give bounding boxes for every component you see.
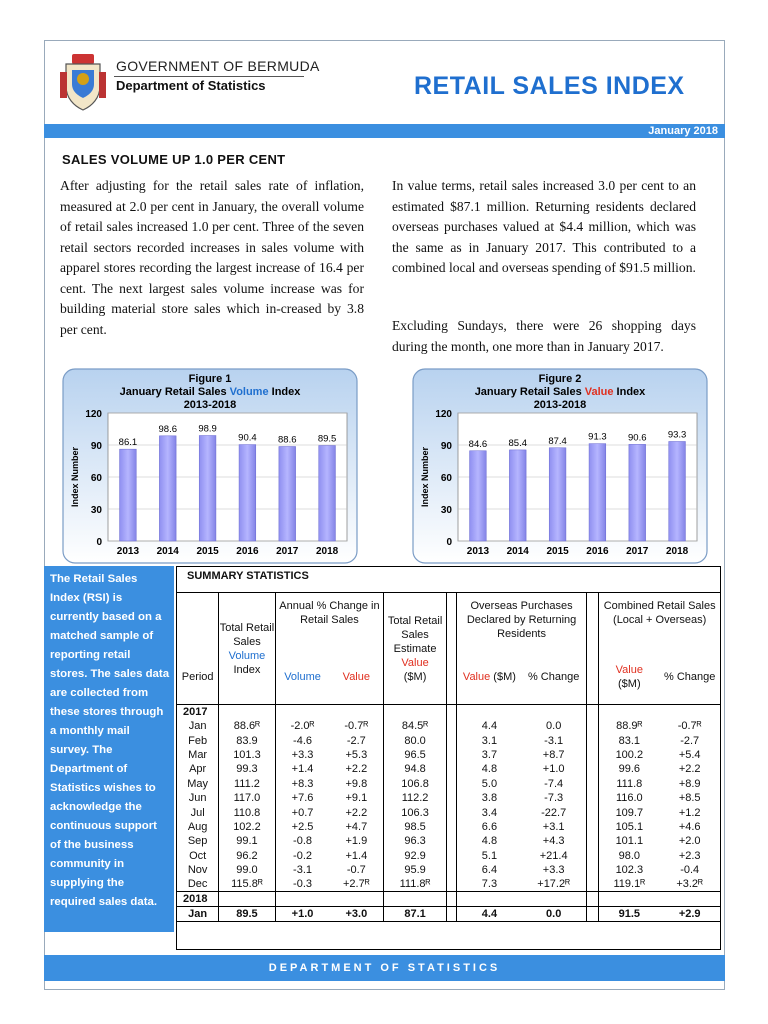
table-cell: +2.5 — [275, 820, 329, 834]
bar — [319, 446, 336, 541]
data-label: 93.3 — [667, 429, 687, 441]
table-row — [177, 877, 720, 892]
table-cell: Jul — [190, 806, 205, 819]
table-cell: 6.6 — [481, 820, 498, 833]
table-cell: 3.7 — [481, 748, 498, 761]
government-name: GOVERNMENT OF BERMUDA — [116, 58, 320, 74]
x-tick-label: 2014 — [506, 546, 529, 557]
report-title: RETAIL SALES INDEX — [414, 72, 685, 100]
table-cell: +4.7 — [345, 820, 368, 833]
table-cell: +17.2ᴿ — [537, 878, 571, 891]
table-row — [177, 762, 720, 776]
table-cell: +0.7 — [275, 805, 329, 819]
year-row-2017 — [177, 705, 720, 720]
table-cell: 94.8 — [384, 762, 447, 776]
table-cell: 102.3 — [615, 864, 644, 877]
table-cell: 106.8 — [384, 777, 447, 791]
table-row — [177, 777, 720, 791]
table-row — [177, 805, 720, 819]
bar — [549, 448, 566, 541]
table-cell: +1.0 — [275, 907, 329, 922]
data-label: 91.3 — [588, 431, 607, 443]
table-cell: 3.1 — [481, 734, 498, 747]
table-cell: 4.8 — [481, 763, 498, 776]
header-combined-value: Value ($M) — [615, 664, 643, 691]
chart-title-figure: Figure 1 — [188, 373, 232, 385]
summary-title: SUMMARY STATISTICS — [187, 570, 309, 582]
table-cell: 83.1 — [618, 734, 641, 747]
table-cell: May — [187, 777, 209, 790]
bar — [279, 446, 296, 541]
table-row — [177, 863, 720, 877]
table-row — [177, 733, 720, 747]
data-label: 84.6 — [468, 438, 488, 450]
table-cell: 111.2 — [219, 777, 275, 791]
table-cell: Jun — [188, 792, 207, 805]
table-cell: 100.2 — [615, 748, 644, 761]
bar — [120, 449, 137, 541]
table-cell: 109.7 — [615, 806, 644, 819]
table-cell: +1.4 — [345, 849, 368, 862]
table-row — [177, 719, 720, 733]
table-cell: 96.2 — [219, 849, 275, 863]
table-cell: +9.8 — [345, 777, 368, 790]
paragraph-shopping-days: Excluding Sundays, there were 26 shopping days during the month, one more than in January 2017. — [392, 318, 696, 354]
y-tick-label: 0 — [96, 537, 102, 548]
table-cell: +4.6 — [678, 820, 701, 833]
table-cell: -3.1 — [544, 734, 564, 747]
table-cell: Feb — [188, 734, 208, 747]
bermuda-coat-of-arms-logo — [60, 52, 106, 114]
table-cell: +4.3 — [542, 835, 565, 848]
table-cell: 4.8 — [481, 835, 498, 848]
header-volume: Volume — [275, 651, 329, 705]
table-cell: Sep — [187, 835, 208, 848]
x-tick-label: 2015 — [546, 546, 569, 557]
bar — [159, 436, 176, 541]
table-cell: 88.9ᴿ — [616, 720, 643, 733]
table-row — [177, 791, 720, 805]
table-cell: Dec — [187, 878, 208, 891]
table-cell: +5.4 — [678, 748, 701, 761]
table-cell: +1.9 — [345, 835, 368, 848]
table-cell: +3.3 — [542, 864, 565, 877]
data-label: 98.9 — [198, 423, 217, 435]
table-cell: 99.1 — [219, 834, 275, 848]
table-cell: -7.4 — [544, 777, 564, 790]
table-cell: 117.0 — [219, 791, 275, 805]
table-cell: 111.8 — [616, 777, 643, 790]
data-label: 90.4 — [238, 432, 257, 444]
y-tick-label: 120 — [85, 409, 102, 420]
table-cell: 116.0 — [615, 792, 643, 805]
table-cell: Mar — [188, 748, 208, 761]
table-cell: 5.0 — [481, 777, 498, 790]
table-cell: -0.4 — [680, 864, 700, 877]
table-cell: 99.3 — [219, 762, 275, 776]
y-tick-label: 90 — [90, 441, 102, 452]
report-date: January 2018 — [648, 125, 718, 137]
chart-title-part: Index — [268, 386, 301, 398]
y-tick-label: 0 — [446, 537, 452, 548]
table-cell: 6.4 — [481, 864, 498, 877]
headline: SALES VOLUME UP 1.0 PER CENT — [62, 152, 286, 167]
table-cell: +2.2 — [678, 763, 701, 776]
table-cell: 84.5ᴿ — [384, 719, 447, 733]
table-cell: 112.2 — [384, 791, 447, 805]
table-row — [177, 748, 720, 762]
table-cell: 98.0 — [618, 849, 641, 862]
data-label: 86.1 — [118, 437, 138, 449]
header-annual-change: Annual % Change in Retail Sales — [275, 593, 384, 651]
year-label: 2018 — [183, 893, 208, 906]
table-cell: 110.8 — [219, 805, 275, 819]
header-combined-change: % Change — [663, 671, 716, 684]
table-cell: 83.9 — [219, 733, 275, 747]
table-cell: -0.3 — [275, 877, 329, 892]
table-cell: +3.0 — [345, 908, 368, 921]
table-cell: +5.3 — [345, 748, 368, 761]
table-cell: +8.5 — [678, 792, 701, 805]
y-tick-label: 30 — [90, 505, 102, 516]
summary-table-body — [177, 705, 720, 922]
table-cell: +21.4 — [539, 849, 568, 862]
header-overseas-purchases: Overseas Purchases Declared by Returning Residents — [457, 593, 586, 651]
table-cell: +8.9 — [678, 777, 701, 790]
table-cell: -3.1 — [275, 863, 329, 877]
chart-title-years: 2013-2018 — [183, 399, 237, 411]
header-overseas-change: % Change — [527, 671, 580, 684]
y-tick-label: 60 — [90, 473, 102, 484]
table-cell: Apr — [189, 763, 207, 776]
table-cell: Jan — [188, 720, 207, 733]
figure-2-value-chart — [412, 368, 708, 564]
paragraph-volume: After adjusting for the retail sales rate of inflation, measured at 2.0 per cent in January, the overall volume of retail sales increased 1.0 per cent. Three of the seven retail sectors recorded increases in sales volume with apparel stores recording the largest increase of 16.4 per cent. The next largest sales volume increase was for building material store sales which in-creased by 3.8 per cent. — [60, 178, 364, 337]
table-row — [177, 820, 720, 834]
table-cell: 98.5 — [384, 820, 447, 834]
figure-1-volume-chart — [62, 368, 358, 564]
footer-bar: DEPARTMENT OF STATISTICS — [44, 955, 725, 981]
table-cell: +2.7ᴿ — [342, 878, 370, 891]
department-name: Department of Statistics — [116, 78, 266, 93]
table-cell: 99.0 — [219, 863, 275, 877]
table-cell: +7.6 — [275, 791, 329, 805]
table-cell: Oct — [189, 849, 207, 862]
date-bar — [44, 124, 725, 138]
table-cell: +8.3 — [275, 777, 329, 791]
year-label: 2017 — [183, 706, 208, 718]
chart-title-part: January Retail Sales — [474, 386, 585, 398]
y-tick-label: 120 — [435, 409, 452, 420]
table-cell: -0.7 — [346, 864, 366, 877]
summary-statistics-panel — [176, 566, 721, 950]
table-cell: -0.7ᴿ — [677, 720, 702, 733]
table-cell: +3.2ᴿ — [676, 878, 704, 891]
x-tick-label: 2018 — [665, 546, 689, 557]
table-cell: 101.3 — [219, 748, 275, 762]
bar — [669, 441, 686, 541]
table-cell: 4.4 — [481, 908, 498, 921]
chart-title — [120, 386, 302, 398]
x-tick-label: 2013 — [116, 546, 140, 557]
header-value: Value — [342, 671, 370, 684]
table-cell: Nov — [187, 864, 208, 877]
year-row-2018 — [177, 892, 720, 907]
chart-title-figure: Figure 2 — [538, 373, 582, 385]
table-cell: 80.0 — [384, 733, 447, 747]
bar — [470, 451, 487, 541]
x-tick-label: 2016 — [236, 546, 259, 557]
table-cell: +9.1 — [345, 792, 368, 805]
table-cell: 105.1 — [615, 820, 644, 833]
y-axis-label: Index Number — [70, 446, 80, 508]
x-tick-label: 2013 — [466, 546, 490, 557]
table-cell: 88.6ᴿ — [219, 719, 275, 733]
table-cell: -2.7 — [346, 734, 366, 747]
table-cell: 95.9 — [384, 863, 447, 877]
table-cell: +3.3 — [275, 748, 329, 762]
chart-title-highlight: Volume — [229, 386, 269, 398]
data-label: 98.6 — [158, 423, 177, 435]
y-tick-label: 60 — [440, 473, 452, 484]
table-cell: -2.7 — [680, 734, 700, 747]
x-tick-label: 2016 — [586, 546, 609, 557]
table-cell: +2.0 — [678, 835, 701, 848]
table-cell: -2.0ᴿ — [275, 719, 329, 733]
table-cell: +2.2 — [345, 763, 368, 776]
chart-title-highlight: Value — [584, 386, 614, 398]
table-cell: 99.6 — [618, 763, 641, 776]
bar — [199, 436, 216, 541]
table-cell: -0.2 — [275, 849, 329, 863]
bar — [589, 444, 606, 541]
chart-title-part: Index — [613, 386, 646, 398]
table-cell: -4.6 — [275, 733, 329, 747]
table-row — [177, 907, 720, 922]
x-tick-label: 2017 — [276, 546, 299, 557]
y-axis-label: Index Number — [420, 446, 430, 508]
table-cell: 0.0 — [546, 908, 562, 921]
table-cell: -0.7ᴿ — [344, 720, 369, 733]
chart-title-part: January Retail Sales — [119, 386, 230, 398]
summary-table — [177, 592, 720, 922]
table-cell: 7.3 — [481, 878, 498, 891]
table-cell: 101.1 — [615, 835, 644, 848]
header-overseas-value: Value ($M) — [462, 671, 516, 684]
table-cell: +3.1 — [542, 820, 565, 833]
table-cell: 4.4 — [481, 720, 498, 733]
table-cell: 5.1 — [481, 849, 498, 862]
x-tick-label: 2014 — [156, 546, 179, 557]
table-cell: +2.2 — [345, 806, 368, 819]
bar — [239, 445, 256, 541]
table-cell: 3.4 — [481, 806, 498, 819]
paragraph-value: In value terms, retail sales increased 3.0 per cent to an estimated $87.1 million. Returning residents declared overseas purchases valued at $4.4 million, which was the same as in January 2017. This contributed to a combined local and overseas spending of $91.5 million. — [392, 178, 696, 275]
header-total-retail-sales: Total Retail Sales Volume Index — [219, 593, 275, 705]
table-cell: 96.5 — [384, 748, 447, 762]
bar — [509, 450, 526, 541]
x-tick-label: 2017 — [626, 546, 649, 557]
y-tick-label: 90 — [440, 441, 452, 452]
table-cell: 87.1 — [384, 907, 447, 922]
table-cell: +1.4 — [275, 762, 329, 776]
table-cell: 102.2 — [219, 820, 275, 834]
header-combined-sales: Combined Retail Sales (Local + Overseas) — [599, 593, 720, 651]
table-cell: Aug — [187, 820, 208, 833]
table-cell: +2.9 — [678, 908, 701, 921]
data-label: 85.4 — [508, 437, 527, 449]
table-cell: 3.8 — [481, 792, 498, 805]
table-cell: +2.3 — [678, 849, 701, 862]
chart-title-years: 2013-2018 — [533, 399, 587, 411]
table-cell: +8.7 — [542, 748, 565, 761]
table-cell: Jan — [188, 908, 208, 921]
table-cell: 0.0 — [546, 720, 562, 733]
table-cell: 91.5 — [618, 908, 641, 921]
x-tick-label: 2015 — [196, 546, 219, 557]
table-cell: 92.9 — [384, 849, 447, 863]
x-tick-label: 2018 — [315, 546, 339, 557]
table-cell: 106.3 — [384, 805, 447, 819]
chart-title — [475, 386, 646, 398]
header-rule — [114, 76, 304, 77]
header-total-estimate: Total Retail Sales Estimate Value ($M) — [384, 593, 447, 705]
table-cell: -0.8 — [275, 834, 329, 848]
header-period: Period — [181, 671, 214, 684]
table-cell: -22.7 — [541, 806, 567, 819]
rsi-info-sidebar: The Retail Sales Index (RSI) is currently based on a matched sample of reporting retail stores. The sales data are collected from these stores through a monthly mail survey. The Department of Statistics wishes to acknowledge the continuous support of the business community in supplying the required sales data. — [44, 566, 174, 932]
data-label: 89.5 — [317, 433, 337, 445]
table-cell: 111.8ᴿ — [384, 877, 447, 892]
table-cell: +1.2 — [678, 806, 701, 819]
table-cell: 96.3 — [384, 834, 447, 848]
table-cell: 115.8ᴿ — [219, 877, 275, 892]
bar — [629, 444, 646, 541]
table-row — [177, 849, 720, 863]
data-label: 90.6 — [628, 432, 647, 444]
table-row — [177, 834, 720, 848]
y-tick-label: 30 — [440, 505, 452, 516]
data-label: 88.6 — [278, 434, 297, 446]
data-label: 87.4 — [548, 435, 567, 447]
table-cell: +1.0 — [542, 763, 565, 776]
table-cell: -7.3 — [544, 792, 564, 805]
table-cell: 89.5 — [219, 907, 275, 922]
table-cell: 119.1ᴿ — [613, 878, 646, 891]
